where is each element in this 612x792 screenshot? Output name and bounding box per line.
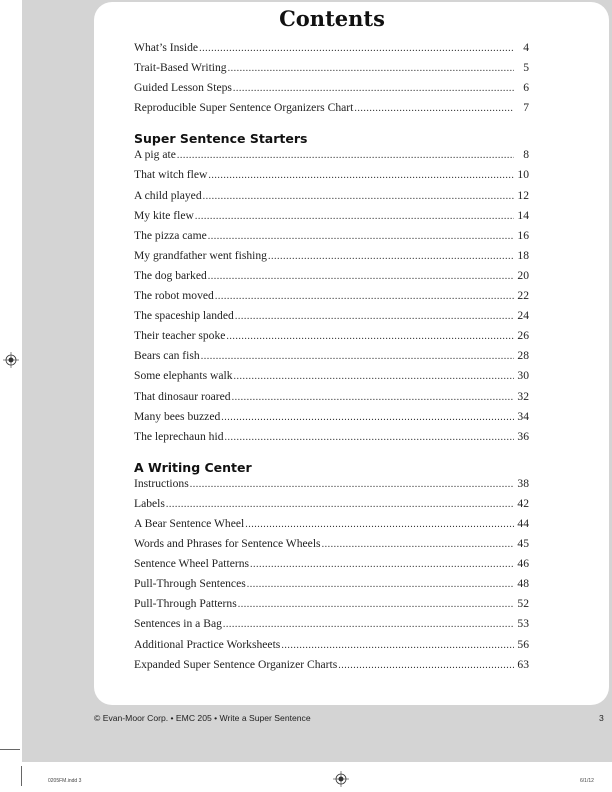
toc-entry <box>134 517 529 537</box>
dot-leader <box>225 432 515 443</box>
toc-entry-page: 8 <box>523 148 529 162</box>
toc-entry-title: Additional Practice Worksheets <box>134 637 281 651</box>
toc-entry-page: 4 <box>523 41 529 54</box>
toc-entry-page: 24 <box>517 309 529 323</box>
toc-entry <box>134 41 529 61</box>
toc-entry-page: 38 <box>517 476 529 490</box>
toc-entry-title: The spaceship landed <box>134 309 234 323</box>
toc-entry-title: A pig ate <box>134 148 176 162</box>
toc-entry-title: Trait-Based Writing <box>134 61 227 75</box>
footer-copyright: © Evan-Moor Corp. • EMC 205 • Write a Super Sentence <box>94 713 311 723</box>
dot-leader <box>238 599 514 610</box>
dot-leader <box>190 479 514 490</box>
toc-entry-page: 42 <box>517 496 529 510</box>
dot-leader <box>245 519 514 530</box>
page-title: Contents <box>279 6 385 31</box>
toc-entry-title: Words and Phrases for Sentence Wheels <box>134 537 321 551</box>
toc-entry <box>134 249 529 269</box>
toc-entry-title: Many bees buzzed <box>134 409 221 423</box>
dot-leader <box>354 103 514 114</box>
section-entry-list <box>134 148 529 449</box>
toc-entry <box>134 577 529 597</box>
toc-entry-title: Pull-Through Sentences <box>134 577 246 591</box>
toc-entry <box>134 289 529 309</box>
toc-entry-title: Some elephants walk <box>134 369 233 383</box>
section-heading: Super Sentence Starters <box>134 131 308 147</box>
dot-leader <box>250 559 514 570</box>
dot-leader <box>201 351 514 362</box>
slug-date: 6/1/12 <box>580 778 594 784</box>
dot-leader <box>235 311 514 322</box>
table-of-contents <box>134 41 529 678</box>
section-writing-center <box>134 457 529 678</box>
dot-leader <box>203 191 514 202</box>
toc-entry <box>134 658 529 678</box>
toc-entry-title: Sentences in a Bag <box>134 617 222 631</box>
toc-entry <box>134 209 529 229</box>
toc-entry-page: 48 <box>517 577 529 591</box>
toc-entry-page: 53 <box>517 617 529 631</box>
dot-leader <box>208 231 514 242</box>
crop-mark <box>21 766 22 786</box>
registration-mark-icon <box>3 352 19 368</box>
crop-mark <box>0 749 20 750</box>
toc-entry-page: 30 <box>517 369 529 383</box>
toc-entry-title: Pull-Through Patterns <box>134 597 237 611</box>
section-entry-list <box>134 477 529 678</box>
toc-entry <box>134 189 529 209</box>
toc-entry-title: Bears can fish <box>134 349 200 363</box>
dot-leader <box>226 331 514 342</box>
footer-page-number: 3 <box>599 713 604 723</box>
toc-entry-title: My kite flew <box>134 208 194 222</box>
dot-leader <box>166 499 514 510</box>
toc-entry-title: That witch flew <box>134 168 208 182</box>
toc-entry <box>134 497 529 517</box>
toc-entry <box>134 597 529 617</box>
toc-entry-page: 56 <box>517 637 529 651</box>
slug-filename: 0205FM.indd 3 <box>48 778 82 784</box>
toc-entry-page: 5 <box>523 61 529 75</box>
toc-entry-page: 26 <box>517 329 529 343</box>
dot-leader <box>215 291 514 302</box>
toc-entry <box>134 61 529 81</box>
toc-entry-page: 36 <box>517 429 529 443</box>
toc-entry <box>134 557 529 577</box>
section-super-sentence-starters <box>134 128 529 449</box>
section-heading: A Writing Center <box>134 459 252 475</box>
toc-entry-title: My grandfather went fishing <box>134 248 267 262</box>
toc-entry-page: 52 <box>517 597 529 611</box>
dot-leader <box>228 63 514 74</box>
toc-entry-title: Their teacher spoke <box>134 329 226 343</box>
toc-entry <box>134 537 529 557</box>
dot-leader <box>199 43 514 54</box>
toc-entry-page: 22 <box>517 289 529 303</box>
toc-entry <box>134 309 529 329</box>
toc-entry-title: Labels <box>134 496 165 510</box>
toc-entry-title: Reproducible Super Sentence Organizers Chart <box>134 101 354 115</box>
toc-entry-page: 63 <box>517 657 529 671</box>
toc-entry-page: 32 <box>517 389 529 403</box>
toc-entry-page: 34 <box>517 409 529 423</box>
toc-entry-title: Guided Lesson Steps <box>134 81 232 95</box>
dot-leader <box>268 251 514 262</box>
toc-entry <box>134 168 529 188</box>
toc-entry <box>134 390 529 410</box>
toc-entry-page: 12 <box>517 188 529 202</box>
toc-entry-title: The robot moved <box>134 289 214 303</box>
toc-entry-page: 46 <box>517 557 529 571</box>
toc-entry-title: The leprechaun hid <box>134 429 224 443</box>
toc-entry <box>134 477 529 497</box>
dot-leader <box>232 392 514 403</box>
toc-entry-title: Expanded Super Sentence Organizer Charts <box>134 657 338 671</box>
toc-entry <box>134 638 529 658</box>
toc-entry <box>134 101 529 121</box>
dot-leader <box>338 660 514 671</box>
toc-entry-title: Sentence Wheel Patterns <box>134 557 250 571</box>
dot-leader <box>208 271 514 282</box>
toc-entry-title: The pizza came <box>134 228 207 242</box>
toc-entry <box>134 269 529 289</box>
toc-entry-page: 18 <box>517 248 529 262</box>
toc-entry-title: Instructions <box>134 476 189 490</box>
dot-leader <box>177 150 514 161</box>
toc-entry-page: 20 <box>517 268 529 282</box>
toc-entry-page: 7 <box>523 101 529 115</box>
toc-entry-page: 10 <box>517 168 529 182</box>
toc-entry <box>134 329 529 349</box>
dot-leader <box>322 539 514 550</box>
toc-entry-page: 44 <box>517 516 529 530</box>
dot-leader <box>247 579 514 590</box>
dot-leader <box>234 371 514 382</box>
toc-entry-title: That dinosaur roared <box>134 389 231 403</box>
dot-leader <box>281 640 514 651</box>
toc-entry <box>134 81 529 101</box>
toc-entry <box>134 229 529 249</box>
front-matter-list <box>134 41 529 121</box>
dot-leader <box>208 170 514 181</box>
registration-mark-icon <box>333 771 349 787</box>
dot-leader <box>221 412 514 423</box>
toc-entry <box>134 430 529 450</box>
toc-entry-title: A child played <box>134 188 202 202</box>
toc-entry <box>134 617 529 637</box>
toc-entry <box>134 369 529 389</box>
toc-entry-title: What’s Inside <box>134 41 199 54</box>
toc-entry <box>134 349 529 369</box>
toc-entry-title: A Bear Sentence Wheel <box>134 516 245 530</box>
toc-entry-page: 14 <box>517 208 529 222</box>
toc-entry-page: 6 <box>523 81 529 95</box>
toc-entry-title: The dog barked <box>134 268 207 282</box>
toc-entry-page: 16 <box>517 228 529 242</box>
dot-leader <box>223 619 514 630</box>
toc-entry-page: 28 <box>517 349 529 363</box>
toc-entry <box>134 148 529 168</box>
toc-entry <box>134 410 529 430</box>
dot-leader <box>195 211 514 222</box>
toc-entry-page: 45 <box>517 537 529 551</box>
dot-leader <box>233 83 514 94</box>
